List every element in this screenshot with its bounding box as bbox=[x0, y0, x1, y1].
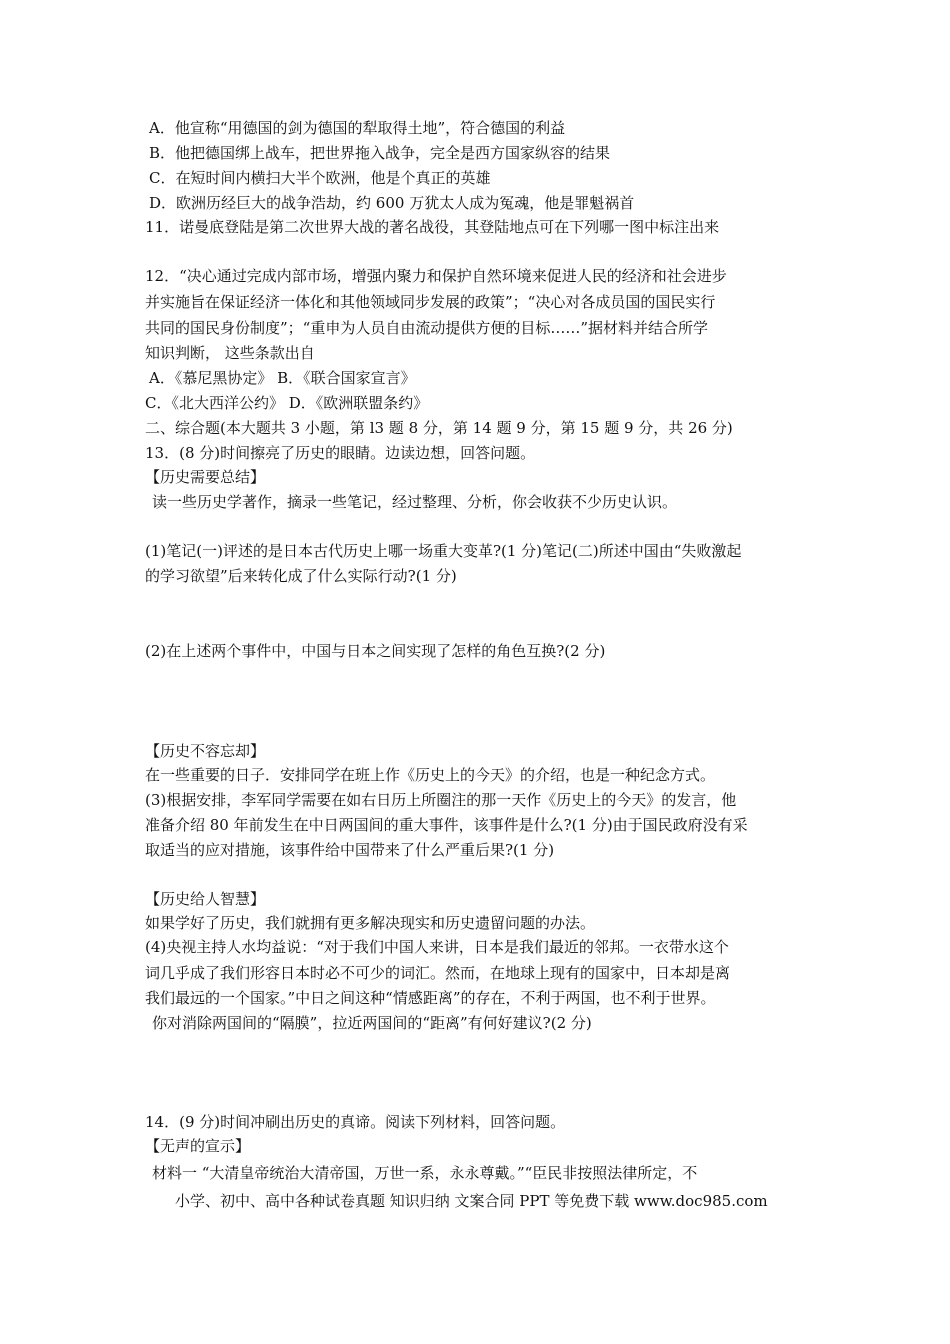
q13-part1-text: 读一些历史学著作，摘录一些笔记，经过整理、分析，你会收获不少历史认识。 bbox=[152, 493, 678, 511]
q10-option-b: B．他把德国绑上战车，把世界拖入战争，完全是西方国家纵容的结果 bbox=[149, 144, 611, 162]
q10-option-d: D．欧洲历经巨大的战争浩劫，约 600 万犹太人成为冤魂，他是罪魁祸首 bbox=[149, 194, 635, 212]
q14-material-1: 材料一 “大清皇帝统治大清帝国，万世一系，永永尊戴。”“臣民非按照法律所定，不 bbox=[152, 1164, 698, 1182]
q13-sub4-line-1: (4)央视主持人水均益说：“对于我们中国人来讲，日本是我们最近的邻邦。一衣带水这个 bbox=[145, 938, 729, 956]
q13-part2-text: 在一些重要的日子．安排同学在班上作《历史上的今天》的介绍，也是一种纪念方式。 bbox=[145, 766, 716, 784]
section-2-heading: 二、综合题(本大题共 3 小题，第 l3 题 8 分，第 14 题 9 分，第 15 题 9 分，共 26 分) bbox=[145, 419, 733, 437]
page-footer: 小学、初中、高中各种试卷真题 知识归纳 文案合同 PPT 等免费下载 www.doc985.com bbox=[175, 1192, 768, 1210]
q13-sub2: (2)在上述两个事件中，中国与日本之间实现了怎样的角色互换?(2 分) bbox=[145, 642, 606, 660]
q13-sub3-line-3: 取适当的应对措施，该事件给中国带来了什么严重后果?(1 分) bbox=[145, 841, 555, 859]
q13-sub3-line-2: 准备介绍 80 年前发生在中日两国间的重大事件，该事件是什么?(1 分)由于国民政府没有采 bbox=[145, 816, 748, 834]
q13-sub4-line-4: 你对消除两国间的“隔膜”，拉近两国间的“距离”有何好建议?(2 分) bbox=[152, 1014, 592, 1032]
q13-part3-title: 【历史给人智慧】 bbox=[145, 890, 266, 908]
q12-line-3: 共同的国民身份制度”；“重申为人员自由流动提供方便的目标……”据材料并结合所学 bbox=[145, 319, 709, 337]
q14-part1-title: 【无声的宣示】 bbox=[145, 1137, 251, 1155]
q10-option-a: A．他宣称“用德国的剑为德国的犁取得土地”，符合德国的利益 bbox=[149, 119, 566, 137]
q13-sub1-line-2: 的学习欲望”后来转化成了什么实际行动?(1 分) bbox=[145, 567, 457, 585]
q13-sub4-line-2: 词几乎成了我们形容日本时必不可少的词汇。然而，在地球上现有的国家中，日本却是离 bbox=[145, 964, 731, 982]
q13-part3-text: 如果学好了历史，我们就拥有更多解决现实和历史遗留问题的办法。 bbox=[145, 914, 596, 932]
q14-intro: 14．(9 分)时间冲刷出历史的真谛。阅读下列材料，回答问题。 bbox=[145, 1113, 566, 1131]
q12-line-4: 知识判断， 这些条款出自 bbox=[145, 344, 315, 362]
q12-line-1: 12．“决心通过完成内部市场，增强内聚力和保护自然环境来促进人民的经济和社会进步 bbox=[145, 267, 727, 285]
q13-sub1-line-1: (1)笔记(一)评述的是日本古代历史上哪一场重大变革?(1 分)笔记(二)所述中国由“失败激起 bbox=[145, 542, 742, 560]
q10-option-c: C．在短时间内横扫大半个欧洲，他是个真正的英雄 bbox=[149, 169, 491, 187]
q13-part1-title: 【历史需要总结】 bbox=[145, 468, 266, 486]
q13-intro: 13．(8 分)时间擦亮了历史的眼睛。边读边想，回答问题。 bbox=[145, 444, 536, 462]
q12-options-row-1: A．《慕尼黑协定》 B．《联合国家宣言》 bbox=[149, 369, 416, 387]
q13-sub4-line-3: 我们最远的一个国家。”中日之间这种“情感距离”的存在，不利于两国，也不利于世界。 bbox=[145, 989, 716, 1007]
q11-text: 11．诺曼底登陆是第二次世界大战的著名战役，其登陆地点可在下列哪一图中标注出来 bbox=[145, 218, 720, 236]
q12-line-2: 并实施旨在保证经济一体化和其他领域同步发展的政策”；“决心对各成员国的国民实行 bbox=[145, 293, 716, 311]
q13-part2-title: 【历史不容忘却】 bbox=[145, 742, 266, 760]
q12-options-row-2: C．《北大西洋公约》 D．《欧洲联盟条约》 bbox=[145, 394, 429, 412]
q13-sub3-line-1: (3)根据安排，李军同学需要在如右日历上所圈注的那一天作《历史上的今天》的发言，他 bbox=[145, 791, 737, 809]
